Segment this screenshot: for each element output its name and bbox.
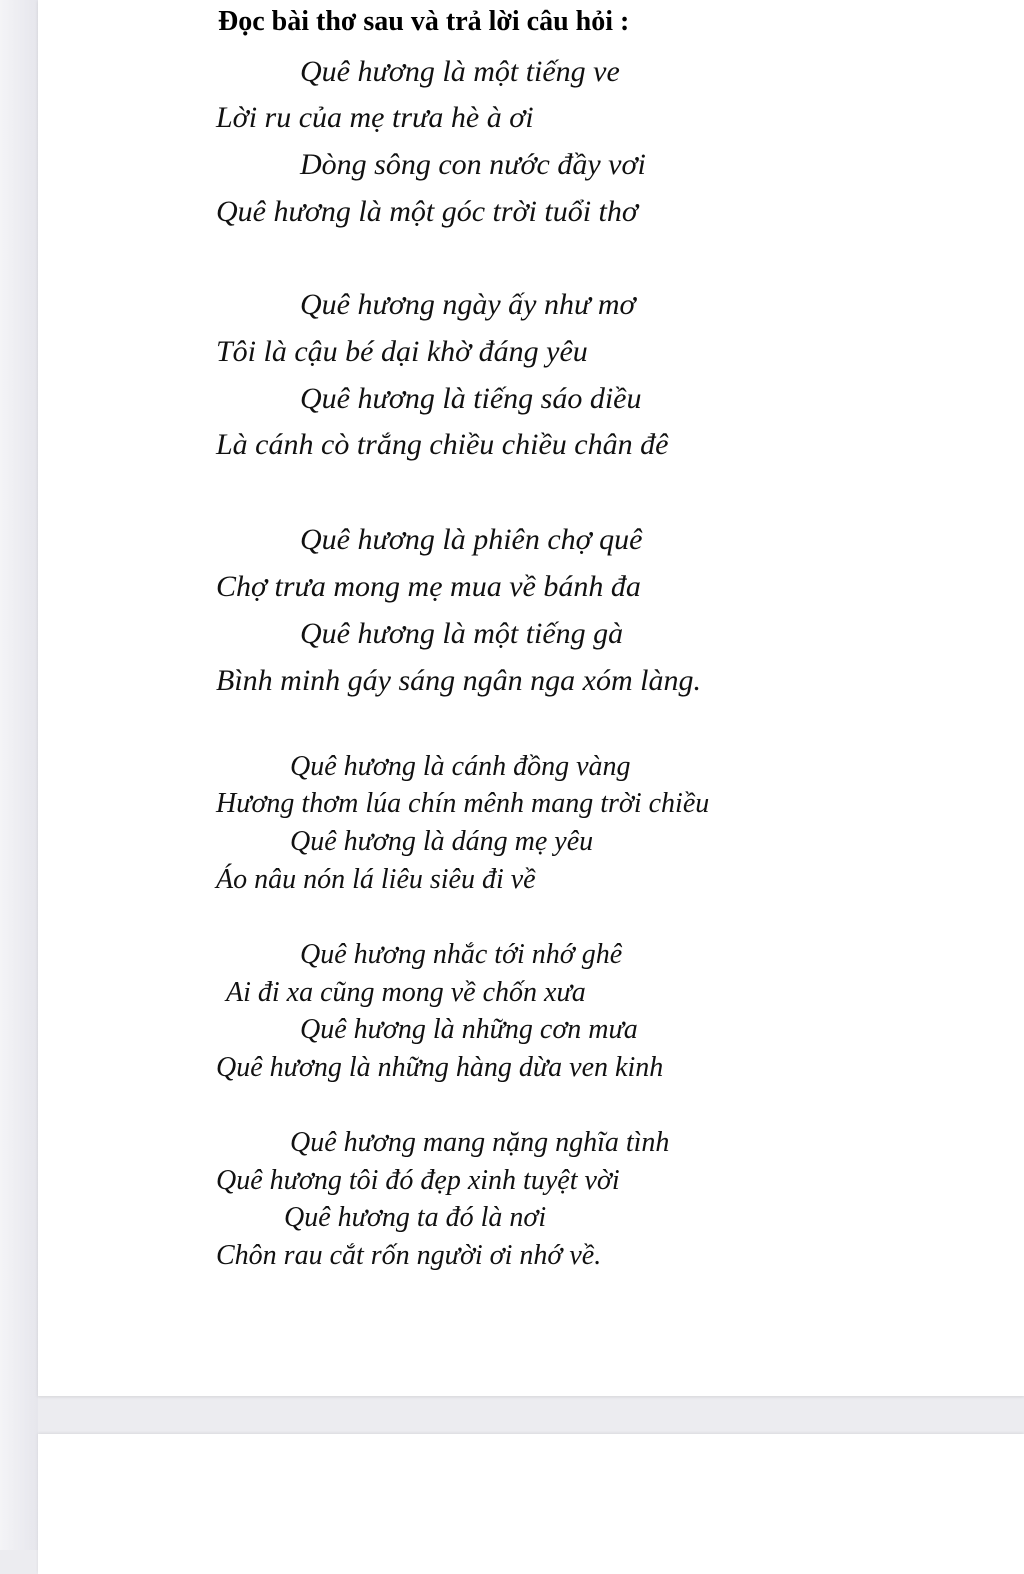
poem-line: Chôn rau cắt rốn người ơi nhớ về.: [216, 1240, 602, 1271]
poem-line: Là cánh cò trắng chiều chiều chân đê: [216, 428, 669, 461]
poem-line: Ai đi xa cũng mong về chốn xưa: [226, 977, 586, 1008]
poem-line: Tôi là cậu bé dại khờ đáng yêu: [216, 335, 588, 368]
poem-line: Quê hương là những cơn mưa: [300, 1014, 638, 1045]
poem-line: Quê hương là một tiếng gà: [300, 617, 624, 650]
poem-line: Quê hương ta đó là nơi: [284, 1202, 547, 1233]
exercise-title: Đọc bài thơ sau và trả lời câu hỏi :: [218, 6, 630, 37]
poem-line: Quê hương là những hàng dừa ven kinh: [216, 1052, 664, 1083]
document-page-2: [38, 1434, 1024, 1574]
poem-line: Hương thơm lúa chín mênh mang trời chiều: [216, 788, 710, 819]
poem-line: Quê hương nhắc tới nhớ ghê: [300, 939, 623, 970]
poem-line: Quê hương tôi đó đẹp xinh tuyệt vời: [216, 1165, 620, 1196]
poem-line: Áo nâu nón lá liêu siêu đi về: [216, 864, 536, 895]
poem-line: Quê hương là tiếng sáo diều: [300, 382, 642, 415]
poem-line: Quê hương mang nặng nghĩa tình: [290, 1127, 670, 1158]
poem-line: Quê hương là một góc trời tuổi thơ: [216, 195, 638, 228]
poem-line: Quê hương là phiên chợ quê: [300, 523, 643, 556]
poem-line: Quê hương là cánh đồng vàng: [290, 751, 631, 782]
poem-line: Chợ trưa mong mẹ mua về bánh đa: [216, 570, 641, 603]
poem-line: Lời ru của mẹ trưa hè à ơi: [216, 101, 534, 134]
poem-line: Bình minh gáy sáng ngân nga xóm làng.: [216, 664, 701, 697]
poem-line: Dòng sông con nước đầy vơi: [300, 148, 646, 181]
poem-line: Quê hương là dáng mẹ yêu: [290, 826, 594, 857]
page-gutter: [0, 0, 38, 1550]
poem-line: Quê hương là một tiếng ve: [300, 55, 620, 88]
poem-line: Quê hương ngày ấy như mơ: [300, 288, 636, 321]
